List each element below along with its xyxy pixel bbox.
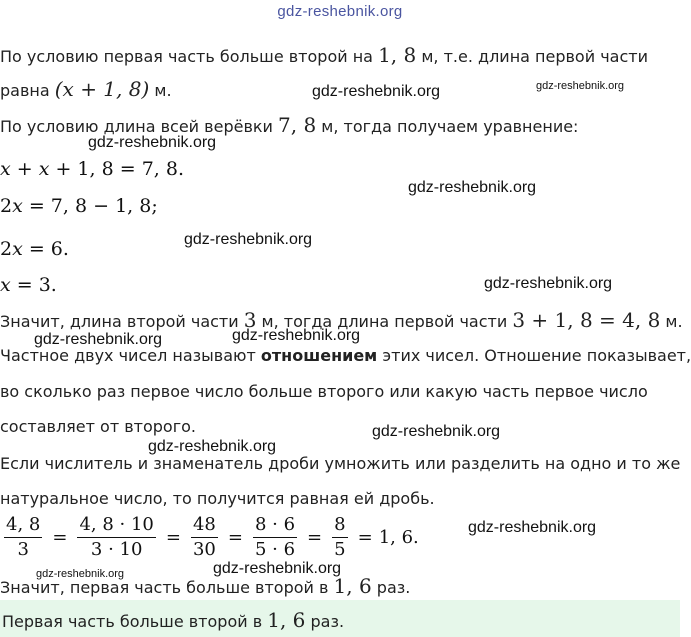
site-header[interactable]: gdz-reshebnik.org bbox=[277, 3, 403, 20]
equation-1: x + x + 1, 8 = 7, 8. bbox=[0, 158, 184, 180]
watermark: gdz-reshebnik.org bbox=[536, 80, 625, 92]
math-expr-x-plus: (x + 1, 8) bbox=[54, 77, 150, 101]
paragraph-condition-1: По условию первая часть больше второй на 1, 8 м, т.е. длина первой части bbox=[0, 43, 648, 67]
watermark: gdz-reshebnik.org bbox=[88, 134, 217, 151]
fraction-3: $\frac{48}{30}$ bbox=[192, 513, 216, 560]
watermark: gdz-reshebnik.org bbox=[232, 327, 361, 344]
fraction-5: $\frac{8}{5}$ bbox=[334, 513, 346, 560]
paragraph-result-lengths: Значит, длина второй части 3 м, тогда длина первой части 3 + 1, 8 = 4, 8 м. bbox=[0, 308, 683, 332]
fraction-1: $\frac{4, 8}{3}$ bbox=[6, 513, 41, 560]
watermark: gdz-reshebnik.org bbox=[484, 275, 613, 292]
watermark: gdz-reshebnik.org bbox=[372, 423, 501, 440]
watermark: gdz-reshebnik.org bbox=[34, 331, 163, 348]
equation-2: 2x = 7, 8 − 1, 8; bbox=[0, 195, 158, 217]
paragraph-condition-3: По условию длина всей верёвки 7, 8 м, тогда получаем уравнение: bbox=[0, 113, 579, 137]
term-ratio: отношением bbox=[260, 346, 378, 365]
watermark: gdz-reshebnik.org bbox=[36, 568, 125, 580]
equation-3: 2x = 6. bbox=[0, 238, 69, 260]
watermark: gdz-reshebnik.org bbox=[312, 83, 441, 100]
paragraph-ratio-definition: Частное двух чисел называют отношением этих чисел. Отношение показывает, bbox=[0, 346, 691, 365]
fraction-4: $\frac{8 \cdot 6}{5 \cdot 6}$ bbox=[254, 513, 296, 560]
watermark: gdz-reshebnik.org bbox=[408, 179, 537, 196]
paragraph-condition-2: равна (x + 1, 8) м. bbox=[0, 77, 172, 101]
equation-4: x = 3. bbox=[0, 274, 57, 296]
paragraph-ratio-2: во сколько раз первое число больше второго или какую часть первое число bbox=[0, 382, 648, 401]
answer-box bbox=[0, 600, 680, 637]
paragraph-conclusion: Значит, первая часть больше второй в 1, 6 раз. bbox=[0, 574, 411, 598]
math-7-8: 7, 8 bbox=[278, 113, 317, 137]
fraction-equation: $\frac{4, 8}{3}$ = $\frac{4, 8 \cdot 10}{3 \cdot 10}$ = $\frac{48}{30}$ = $\frac{8 \cdot 6}{5 \cdot 6}$ = $\frac{8}{5}$ = 1, 6. bbox=[6, 513, 419, 560]
watermark: gdz-reshebnik.org bbox=[184, 231, 313, 248]
paragraph-fraction-rule-1: Если числитель и знаменатель дроби умножить или разделить на одно и то же bbox=[0, 454, 681, 473]
paragraph-ratio-3: составляет от второго. bbox=[0, 417, 196, 436]
watermark: gdz-reshebnik.org bbox=[148, 438, 277, 455]
fraction-2: $\frac{4, 8 \cdot 10}{3 \cdot 10}$ bbox=[79, 513, 154, 560]
math-1-8: 1, 8 bbox=[378, 43, 417, 67]
watermark: gdz-reshebnik.org bbox=[468, 519, 597, 536]
watermark: gdz-reshebnik.org bbox=[213, 560, 342, 577]
fraction-result: 1, 6. bbox=[378, 526, 419, 548]
answer-text: Первая часть больше второй в 1, 6 раз. bbox=[2, 608, 345, 632]
paragraph-fraction-rule-2: натуральное число, то получится равная ей дробь. bbox=[0, 489, 435, 508]
